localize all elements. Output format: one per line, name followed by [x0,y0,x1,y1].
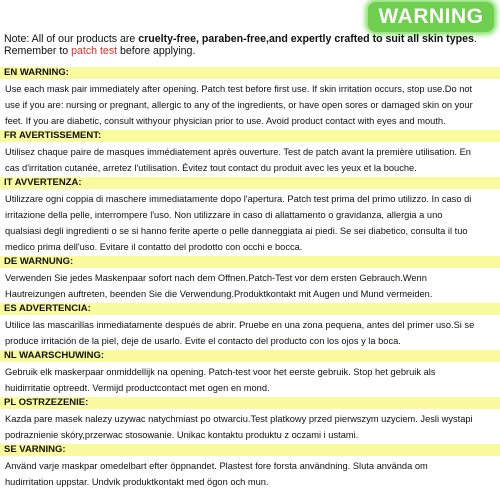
warning-section [0,350,500,396]
section-text-line: Gebruik elk maskerpaar onmiddellijk na opening. Patch-test voor het eerste gebruik. Stop het gebruik als [5,367,436,377]
section-heading: NL WAARSCHUWING: [0,350,500,362]
section-text-line: Use each mask pair immediately after opening. Patch test before first use. If skin irritation occurs, stop use.Do not [5,84,473,94]
section-text-line: produce irritación de la piel, deje de usarlo. Evite el contacto del producto con los ojos y la boca. [5,336,401,346]
note-line2-suffix: before applying. [117,45,196,57]
warning-badge: WARNING [368,2,494,32]
warning-section [0,397,500,443]
section-text-line: hudirritation uppstar. Undvik produktkontakt med ögon och mun. [5,477,269,487]
section-heading: EN WARNING: [0,67,500,79]
note-bold: cruelty-free, paraben-free,and expertly crafted to suit all skin types [138,33,474,45]
warning-sections [0,66,500,490]
section-text-line: Verwenden Sie jedes Maskenpaar sofort nach dem Offnen.Patch-Test vor dem ersten Gebrauch.Wenn [5,273,427,283]
warning-section [0,444,500,490]
section-text-line: Hautreizungen auftreten, beenden Sie die Verwendung.Produktkontakt mit Augen und Mund vermeiden. [5,289,433,299]
note-suffix: . [473,33,477,45]
note-line-2 [4,45,496,57]
note-line-1 [4,33,496,45]
section-heading: PL OSTRZEZENIE: [0,397,500,409]
section-text-line: use if you are: nursing or pregnant, allergic to any of the ingredients, or have open sores or damaged skin on your [5,100,473,110]
section-text-line: Utilisez chaque paire de masques immédiatement après ouverture. Test de patch avant la première utilisation. En [5,147,471,157]
section-text-line: Använd varje maskpar omedelbart efter öppnandet. Plastest fore forsta användning. Sluta använda om [5,461,428,471]
patch-test-highlight: patch test [71,45,118,57]
section-text-line: Kazda pare masek nalezy uzywac natychmiast po otwarciu.Test platkowy przed pierwszym uzyciem. Jesli wystapi [5,414,473,424]
section-text-line: Utilizzare ogni coppia di maschere immediatamente dopo l'apertura. Patch test prima del primo utilizzo. In caso di [5,194,472,204]
warning-section [0,256,500,302]
section-text-line: medico prima dell'uso. Evitare il contatto del prodotto con occhi e bocca. [5,242,303,252]
warning-section [0,67,500,129]
section-text-line: qualsiasi degli ingredienti o se si hanno ferite aperte o pelle danneggiata ai piedi. Se sei diabetico, consulta il tuo [5,226,468,236]
note-text [4,33,496,57]
section-heading: FR AVERTISSEMENT: [0,130,500,142]
section-heading: ES ADVERTENCIA: [0,303,500,315]
note-prefix: Note: All of our products are [4,33,139,45]
section-heading: IT AVVERTENZA: [0,177,500,189]
note-line2-prefix: Remember to [4,45,72,57]
warning-section [0,303,500,349]
section-heading: SE VARNING: [0,444,500,456]
section-heading: DE WARNUNG: [0,256,500,268]
section-text-line: feet. If you are diabetic, consult withyour physician prior to use. Avoid product contact with eyes and mouth. [5,116,446,126]
section-text-line: podraznienie skóry,przerwac stosowanie. Unikac kontaktu produktu z oczami i ustami. [5,430,359,440]
section-text-line: Utilice las mascarillas inmediatamente después de abrir. Pruebe en una zona pequena, antes del primer uso.Si se [5,320,475,330]
section-text-line: cas d'irritation cutanée, arretez l'utilisation. Évitez tout contact du produit avec les yeux et la bouche. [5,163,417,173]
warning-section [0,130,500,176]
section-text-line: huidirritatie optreedt. Vermijd productcontact met ogen en mond. [5,383,270,393]
warning-section [0,177,500,255]
section-text-line: irritazione della pelle, interrompere l'uso. Non utilizzare in caso di allattamento o gravidanza, allergia a uno [5,210,443,220]
